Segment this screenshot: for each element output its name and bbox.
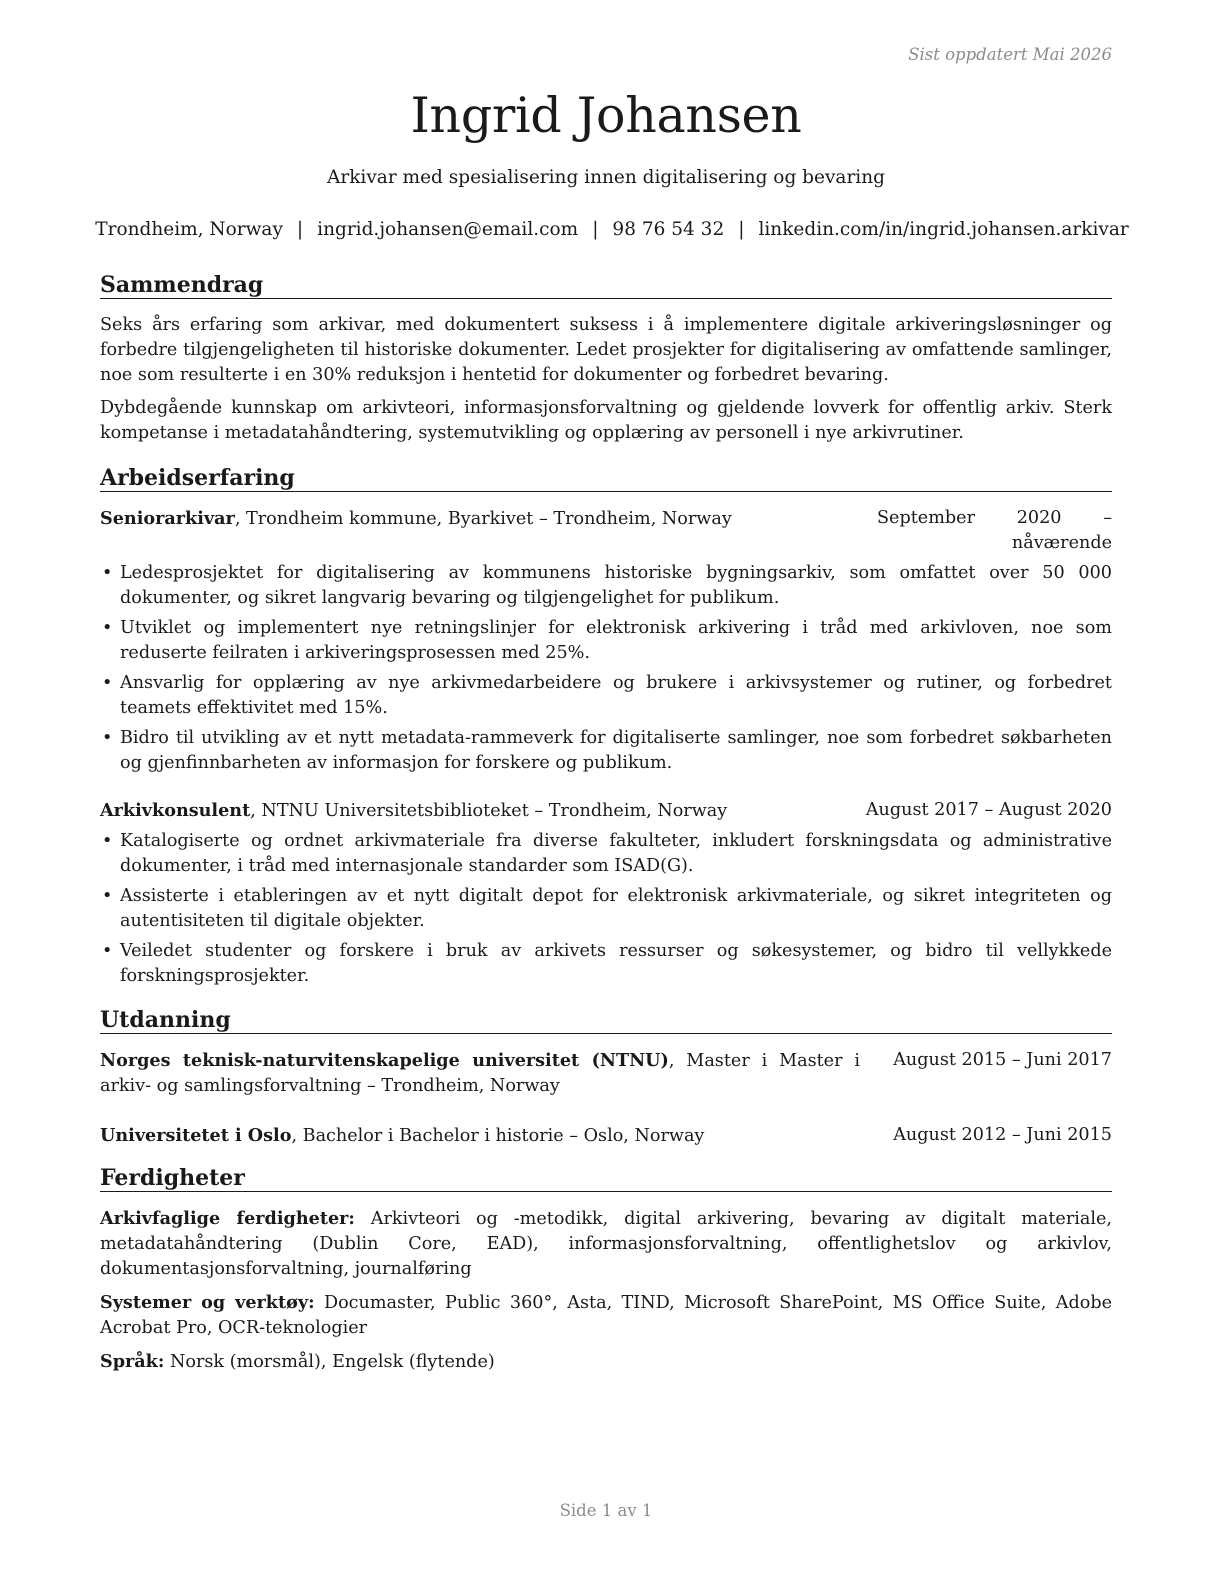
job-title: Seniorarkivar: [100, 508, 235, 529]
skill-text: Arkivteori og -metodikk, digital arkivering, bevaring av digitalt materiale, metadatahåndtering (Dublin Core, EAD), informasjonsforvaltning, offentlighetslov og arkivlov, dokumentasjonsforvaltning, journalføring: [100, 1209, 1113, 1279]
education-dates: August 2015 – Juni 2017: [893, 1050, 1112, 1070]
job-dates: September 2020 – nåværende: [877, 508, 1112, 553]
job-org: , NTNU Universitetsbiblioteket – Trondheim, Norway: [250, 801, 728, 821]
degree-detail: , Bachelor i Bachelor i historie – Oslo, Norway: [291, 1126, 705, 1146]
separator: |: [738, 219, 745, 240]
job-bullets: [100, 561, 1112, 776]
contact-location: Trondheim, Norway: [95, 219, 283, 240]
skill-label: Språk:: [100, 1351, 165, 1372]
separator: |: [296, 219, 304, 240]
education-school-line: [100, 1048, 860, 1099]
degree-detail: , Master i Master i arkiv- og samlingsforvaltning – Trondheim, Norway: [100, 1051, 860, 1096]
summary-paragraph: Dybdegående kunnskap om arkivteori, informasjonsforvaltning og gjeldende lovverk for offentlig arkiv. Sterk kompetanse i metadatahåndtering, systemutvikling og opplæring av personell i nye arkivrutiner.: [100, 398, 1112, 443]
list-item: • Assisterte i etableringen av et nytt digitalt depot for elektronisk arkivmateriale, og sikret integriteten og autentisiteten til digitale objekter.: [100, 884, 1112, 934]
contact-linkedin[interactable]: linkedin.com/in/ingrid.johansen.arkivar: [758, 219, 1129, 240]
skill-group: [100, 1206, 1112, 1282]
skill-label: Systemer og verktøy:: [100, 1292, 315, 1313]
school-name: Norges teknisk-naturvitenskapelige universitet (NTNU): [100, 1050, 669, 1071]
job-title-line: [100, 798, 727, 824]
job-bullets: [100, 829, 1112, 989]
candidate-name: Ingrid Johansen: [410, 87, 802, 144]
separator: |: [592, 219, 599, 240]
school-name: Universitetet i Oslo: [100, 1125, 292, 1146]
skill-label: Arkivfaglige ferdigheter:: [100, 1208, 355, 1229]
list-item: • Ansvarlig for opplæring av nye arkivmedarbeidere og brukere i arkivsystemer og rutiner, og forbedret teamets effektivitet med 15%.: [100, 671, 1112, 721]
section-heading-summary: Sammendrag: [100, 272, 1112, 299]
section-heading-experience: Arbeidserfaring: [100, 465, 1112, 492]
headline: Arkivar med spesialisering innen digitalisering og bevaring: [327, 167, 885, 188]
page-footer: Side 1 av 1: [559, 1501, 653, 1520]
job-entry: [100, 798, 1112, 989]
contact-phone: 98 76 54 32: [612, 219, 725, 240]
section-heading-education: Utdanning: [100, 1007, 1112, 1034]
skill-text: Documaster, Public 360°, Asta, TIND, Microsoft SharePoint, MS Office Suite, Adobe Acrobat Pro, OCR-teknologier: [100, 1293, 1112, 1338]
job-header: [100, 798, 1112, 824]
education-entry: [100, 1048, 1112, 1099]
job-title-line: [100, 506, 732, 556]
resume-page: [95, 0, 1129, 1584]
contact-line: [0, 219, 1224, 240]
skill-group: [100, 1349, 1112, 1375]
last-updated: Sist oppdatert Mai 2026: [908, 45, 1112, 64]
contact-email[interactable]: ingrid.johansen@email.com: [317, 219, 579, 240]
education-school-line: [100, 1123, 704, 1149]
summary-paragraph: Seks års erfaring som arkivar, med dokumentert suksess i å implementere digitale arkiveringsløsninger og forbedre tilgjengeligheten til historiske dokumenter. Ledet prosjekter for digitalisering av omfattende samlinger, noe som resulterte i en 30% reduksjon i hentetid for dokumenter og forbedret bevaring.: [100, 315, 1112, 385]
list-item: • Veiledet studenter og forskere i bruk av arkivets ressurser og søkesystemer, og bidro til vellykkede forskningsprosjekter.: [100, 939, 1112, 989]
education-dates: August 2012 – Juni 2015: [893, 1125, 1112, 1145]
job-header: [100, 506, 1112, 556]
job-org: , Trondheim kommune, Byarkivet – Trondheim, Norway: [234, 509, 732, 529]
skill-group: [100, 1290, 1112, 1341]
list-item: • Ledesprosjektet for digitalisering av kommunens historiske bygningsarkiv, som omfattet over 50 000 dokumenter, og sikret langvarig bevaring og tilgjengelighet for publikum.: [100, 561, 1112, 611]
education-section: [100, 1007, 1112, 1149]
education-entry: [100, 1123, 1112, 1149]
summary-section: [100, 272, 1112, 446]
job-dates: August 2017 – August 2020: [865, 800, 1112, 820]
experience-section: [100, 465, 1112, 989]
list-item: • Bidro til utvikling av et nytt metadata-rammeverk for digitaliserte samlinger, noe som forbedret søkbarheten og gjenfinnbarheten av informasjon for forskere og publikum.: [100, 726, 1112, 776]
skills-section: [100, 1165, 1112, 1375]
job-entry: [100, 506, 1112, 776]
section-heading-skills: Ferdigheter: [100, 1165, 1112, 1192]
list-item: • Katalogiserte og ordnet arkivmateriale fra diverse fakulteter, inkludert forskningsdata og administrative dokumenter, i tråd med internasjonale standarder som ISAD(G).: [100, 829, 1112, 879]
job-title: Arkivkonsulent: [100, 800, 251, 821]
list-item: • Utviklet og implementert nye retningslinjer for elektronisk arkivering i tråd med arkivloven, noe som reduserte feilraten i arkiveringsprosessen med 25%.: [100, 616, 1112, 666]
skill-text: Norsk (morsmål), Engelsk (flytende): [164, 1352, 495, 1372]
